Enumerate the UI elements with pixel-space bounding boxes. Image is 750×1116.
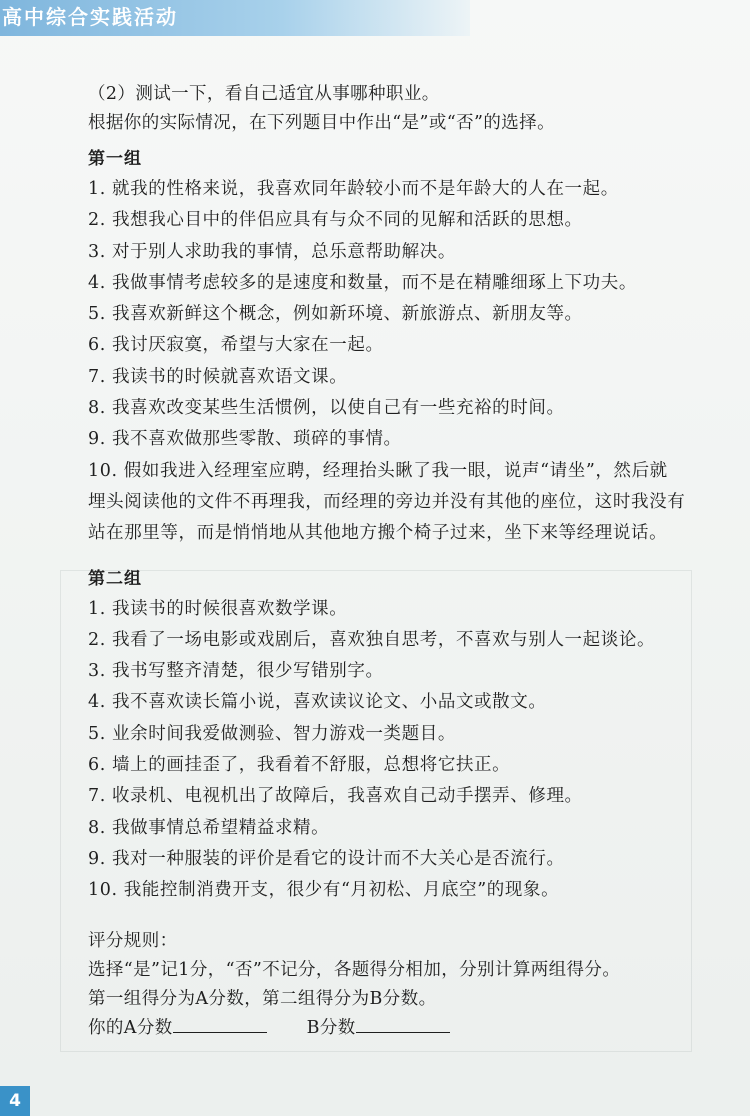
page-content (88, 80, 728, 1043)
b-score-label: B分数 (306, 1017, 356, 1038)
group2-item-10: 10. 我能控制消费开支，很少有“月初松、月底空”的现象。 (88, 880, 560, 901)
group2-list (88, 594, 728, 907)
group2-item-6: 6. 墙上的画挂歪了，我看着不舒服，总想将它扶正。 (88, 755, 511, 776)
group1-item-2: 2. 我想我心目中的伴侣应具有与众不同的见解和活跃的思想。 (88, 210, 583, 231)
scoring-rule-1: 选择“是”记1分，“否”不记分，各题得分相加，分别计算两组得分。 (88, 959, 621, 980)
header-band (0, 0, 470, 36)
group2-item-7: 7. 收录机、电视机出了故障后，我喜欢自己动手摆弄、修理。 (88, 786, 583, 807)
a-score-blank[interactable] (173, 1014, 267, 1033)
group1-item-6: 6. 我讨厌寂寞，希望与大家在一起。 (88, 335, 384, 356)
group1-item-5: 5. 我喜欢新鲜这个概念，例如新环境、新旅游点、新朋友等。 (88, 304, 583, 325)
intro-line-1: （2）测试一下，看自己适宜从事哪种职业。 (88, 84, 440, 104)
group2-item-1: 1. 我读书的时候很喜欢数学课。 (88, 598, 348, 619)
group2-item-5: 5. 业余时间我爱做测验、智力游戏一类题目。 (88, 723, 456, 744)
scoring-title: 评分规则： (88, 930, 178, 951)
group1-item-10-line-2: 埋头阅读他的文件不再理我，而经理的旁边并没有其他的座位，这时我没有 (88, 491, 686, 512)
group1-item-10 (88, 456, 728, 550)
scoring-rule-2: 第一组得分为A分数，第二组得分为B分数。 (88, 988, 437, 1009)
group1-title: 第一组 (88, 149, 142, 169)
group1-item-8: 8. 我喜欢改变某些生活惯例，以使自己有一些充裕的时间。 (88, 398, 565, 419)
group2-title: 第二组 (88, 568, 142, 589)
group2-item-3: 3. 我书写整齐清楚，很少写错别字。 (88, 661, 384, 682)
group1-item-1: 1. 就我的性格来说，我喜欢同年龄较小而不是年龄大的人在一起。 (88, 179, 619, 199)
group1-item-9: 9. 我不喜欢做那些零散、琐碎的事情。 (88, 429, 402, 450)
group2-item-4: 4. 我不喜欢读长篇小说，喜欢读议论文、小品文或散文。 (88, 692, 547, 713)
header-title: 高中综合实践活动 (2, 5, 178, 29)
group1-item-10-line-1: 10. 假如我进入经理室应聘，经理抬头瞅了我一眼，说声“请坐”，然后就 (88, 460, 668, 481)
a-score-label: 你的A分数 (88, 1017, 173, 1038)
group1-list (88, 174, 728, 550)
group2-item-9: 9. 我对一种服装的评价是看它的设计而不大关心是否流行。 (88, 848, 565, 869)
b-score-blank[interactable] (356, 1014, 450, 1033)
intro-line-2: 根据你的实际情况，在下列题目中作出“是”或“否”的选择。 (88, 113, 555, 133)
group1-item-3: 3. 对于别人求助我的事情，总乐意帮助解决。 (88, 241, 456, 262)
group2-item-8: 8. 我做事情总希望精益求精。 (88, 817, 330, 838)
group1-item-7: 7. 我读书的时候就喜欢语文课。 (88, 366, 348, 387)
scoring-section (88, 927, 728, 1043)
page-number: 4 (0, 1086, 30, 1116)
group1-item-10-line-3: 站在那里等，而是悄悄地从其他地方搬个椅子过来，坐下来等经理说话。 (88, 523, 668, 544)
group2-item-2: 2. 我看了一场电影或戏剧后，喜欢独自思考，不喜欢与别人一起谈论。 (88, 629, 656, 650)
group1-item-4: 4. 我做事情考虑较多的是速度和数量，而不是在精雕细琢上下功夫。 (88, 272, 637, 293)
score-entry-line (88, 1014, 728, 1043)
